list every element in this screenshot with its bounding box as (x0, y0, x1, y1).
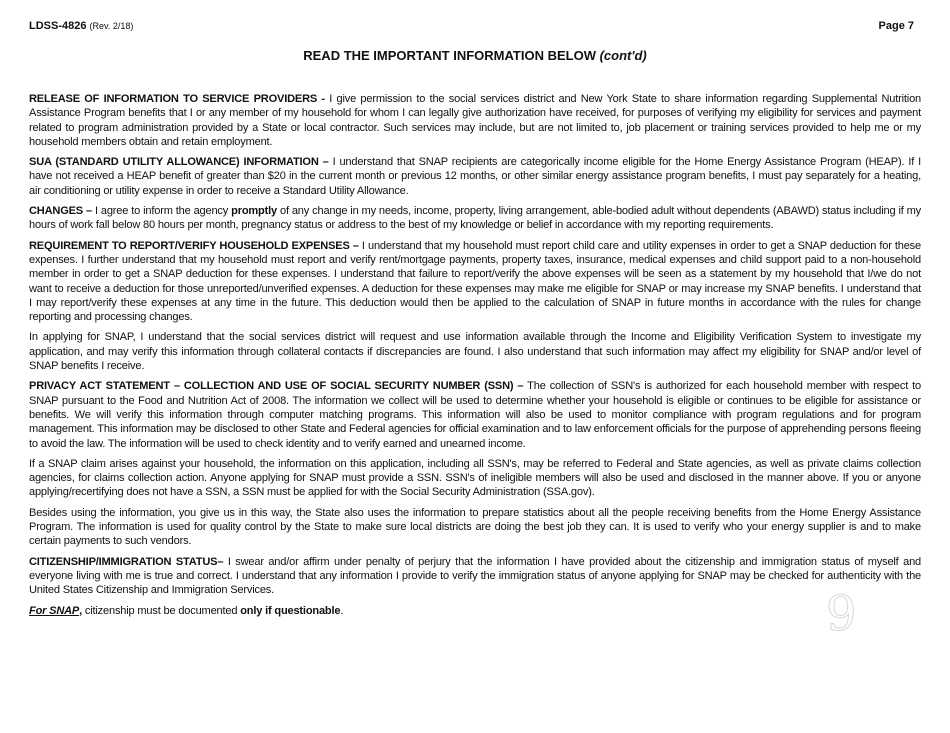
page-number: Page 7 (878, 20, 914, 32)
section-expenses (29, 239, 921, 325)
snap-note-end: . (340, 604, 344, 617)
section-claim: If a SNAP claim arises against your household, the information on this application, including all SSN's, may be referred to Federal and State agencies, as well as private claims collection agencies, for claims collection action. Anyone applying for SNAP must provide a SSN. SSN's of ineligible members will also be used and disclosed in the manner above. If you or anyone applying/recertifying does not have a SSN, a SSN must be applied for with the Social Security Administration (SSA.gov). (29, 457, 921, 499)
snap-note-lead-wrap (29, 605, 82, 617)
snap-note-body: citizenship must be documented (82, 604, 241, 617)
snap-note-comma: , (79, 604, 83, 617)
section-changes-body-2: of any change in my needs, income, property, living arrangement, able-bodied adult without dependents (ABAWD) status including if my hours of work fall below 80 hours per month, pregnancy status or address to the best of my knowledge or belief in accordance with my reporting requirements. (29, 205, 922, 232)
section-expenses-heading: REQUIREMENT TO REPORT/VERIFY HOUSEHOLD EXPENSES – (29, 239, 359, 252)
page-title-suffix: (cont'd) (599, 48, 647, 63)
section-citizenship-heading: CITIZENSHIP/IMMIGRATION STATUS– (29, 555, 224, 568)
page-title-main: READ THE IMPORTANT INFORMATION BELOW (303, 48, 596, 63)
section-release (29, 92, 921, 149)
section-release-body: I give permission to the social services district and New York State to share information regarding Supplemental Nutrition Assistance Program benefits that I or any member of my household for whom I can legally give authorization have received, for purposes of verifying my eligibility for services and payment related to program administration provided by a State or local contractor. Such services may include, but are not limited to, job placement or training services provided to help me or my household members obtain and retain employment. (29, 93, 921, 148)
section-changes (29, 204, 921, 233)
section-changes-body-1: I agree to inform the agency (91, 205, 232, 218)
section-statistics: Besides using the information, you give us in this way, the State also uses the information to prepare statistics about all the people receiving benefits from the Home Energy Assistance Program. The information is used for quality control by the State to make sure local districts are doing the best job they can. It is used to verify who your energy supplier is and to make certain payments to such vendors. (29, 506, 921, 548)
section-sua-body: I understand that SNAP recipients are categorically income eligible for the Home Energy Assistance Program (HEAP). If I have not received a HEAP benefit of greater than $20 in the current month or previous 12 months, or other similar energy assistance program benefits, I must pay separately for a heating, air conditioning or utility expense in order to receive a Standard Utility Allowance. (29, 156, 921, 197)
section-privacy-heading: PRIVACY ACT STATEMENT – COLLECTION AND USE OF SOCIAL SECURITY NUMBER (SSN) – (29, 380, 524, 393)
form-number: LDSS-4826 (29, 20, 87, 32)
form-identifier (29, 20, 133, 32)
section-privacy-body: The collection of SSN's is authorized for each household member with respect to SNAP pursuant to the Food and Nutrition Act of 2008. The information we collect will be used to determine whether your household is eligible or continues to be eligible for assistance or benefits. We will verify this information through computer matching programs. This information will also be used to monitor compliance with program regulations and for program management. This information may be disclosed to other State and Federal agencies for official examination and to law enforcement officials for the purpose of apprehending persons fleeing to avoid the law. The information will be used to check identity and to verify earned and unearned income. (29, 380, 921, 450)
section-changes-heading: CHANGES – (29, 205, 92, 218)
watermark-number: 9 (826, 586, 857, 642)
section-sua (29, 155, 921, 198)
section-expenses-body: I understand that my household must report child care and utility expenses in order to get a SNAP deduction for these expenses. I further understand that my household must report and verify rent/mortgage payments, property taxes, insurance, medical expenses and child support paid to a non-household member in order to get a SNAP deduction for these expenses. I understand that failure to report/verify the above expenses will be seen as a statement by my household that I/we do not want to receive a deduction for those unreported/unverified expenses. A deduction for these expenses may make me eligible for SNAP or may increase my SNAP benefits. I understand that I may report/verify these expenses at any time in the future. This deduction would then be applied to the calculation of SNAP in future months in accordance with the rules for change reporting and processing changes. (29, 239, 921, 324)
section-citizenship-body: I swear and/or affirm under penalty of perjury that the information I have provided about the citizenship and immigration status of myself and everyone living with me is true and correct. I understand that any information I provide to verify the immigration status of anyone applying for SNAP may be checked for authenticity with the United States Citizenship and Immigration Services. (29, 555, 921, 597)
section-sua-heading: SUA (STANDARD UTILITY ALLOWANCE) INFORMATION – (29, 156, 329, 169)
snap-note-lead: For SNAP (29, 604, 80, 617)
section-snap-note (29, 604, 921, 618)
snap-note-emphasis: only if questionable (240, 604, 341, 617)
page-title (0, 48, 950, 63)
section-changes-emphasis: promptly (231, 205, 277, 218)
document-body (29, 92, 921, 624)
section-privacy (29, 379, 921, 450)
section-ievs: In applying for SNAP, I understand that the social services district will request and use information available through the Income and Eligibility Verification System to investigate my application, and may verify this information through collateral contacts if discrepancies are found. I also understand that such information may affect my eligibility for SNAP and/or level of SNAP benefits I receive. (29, 331, 921, 373)
page-watermark (826, 588, 862, 640)
section-citizenship (29, 555, 921, 598)
form-revision: (Rev. 2/18) (89, 21, 134, 31)
section-release-heading: RELEASE OF INFORMATION TO SERVICE PROVIDERS - (29, 93, 325, 105)
